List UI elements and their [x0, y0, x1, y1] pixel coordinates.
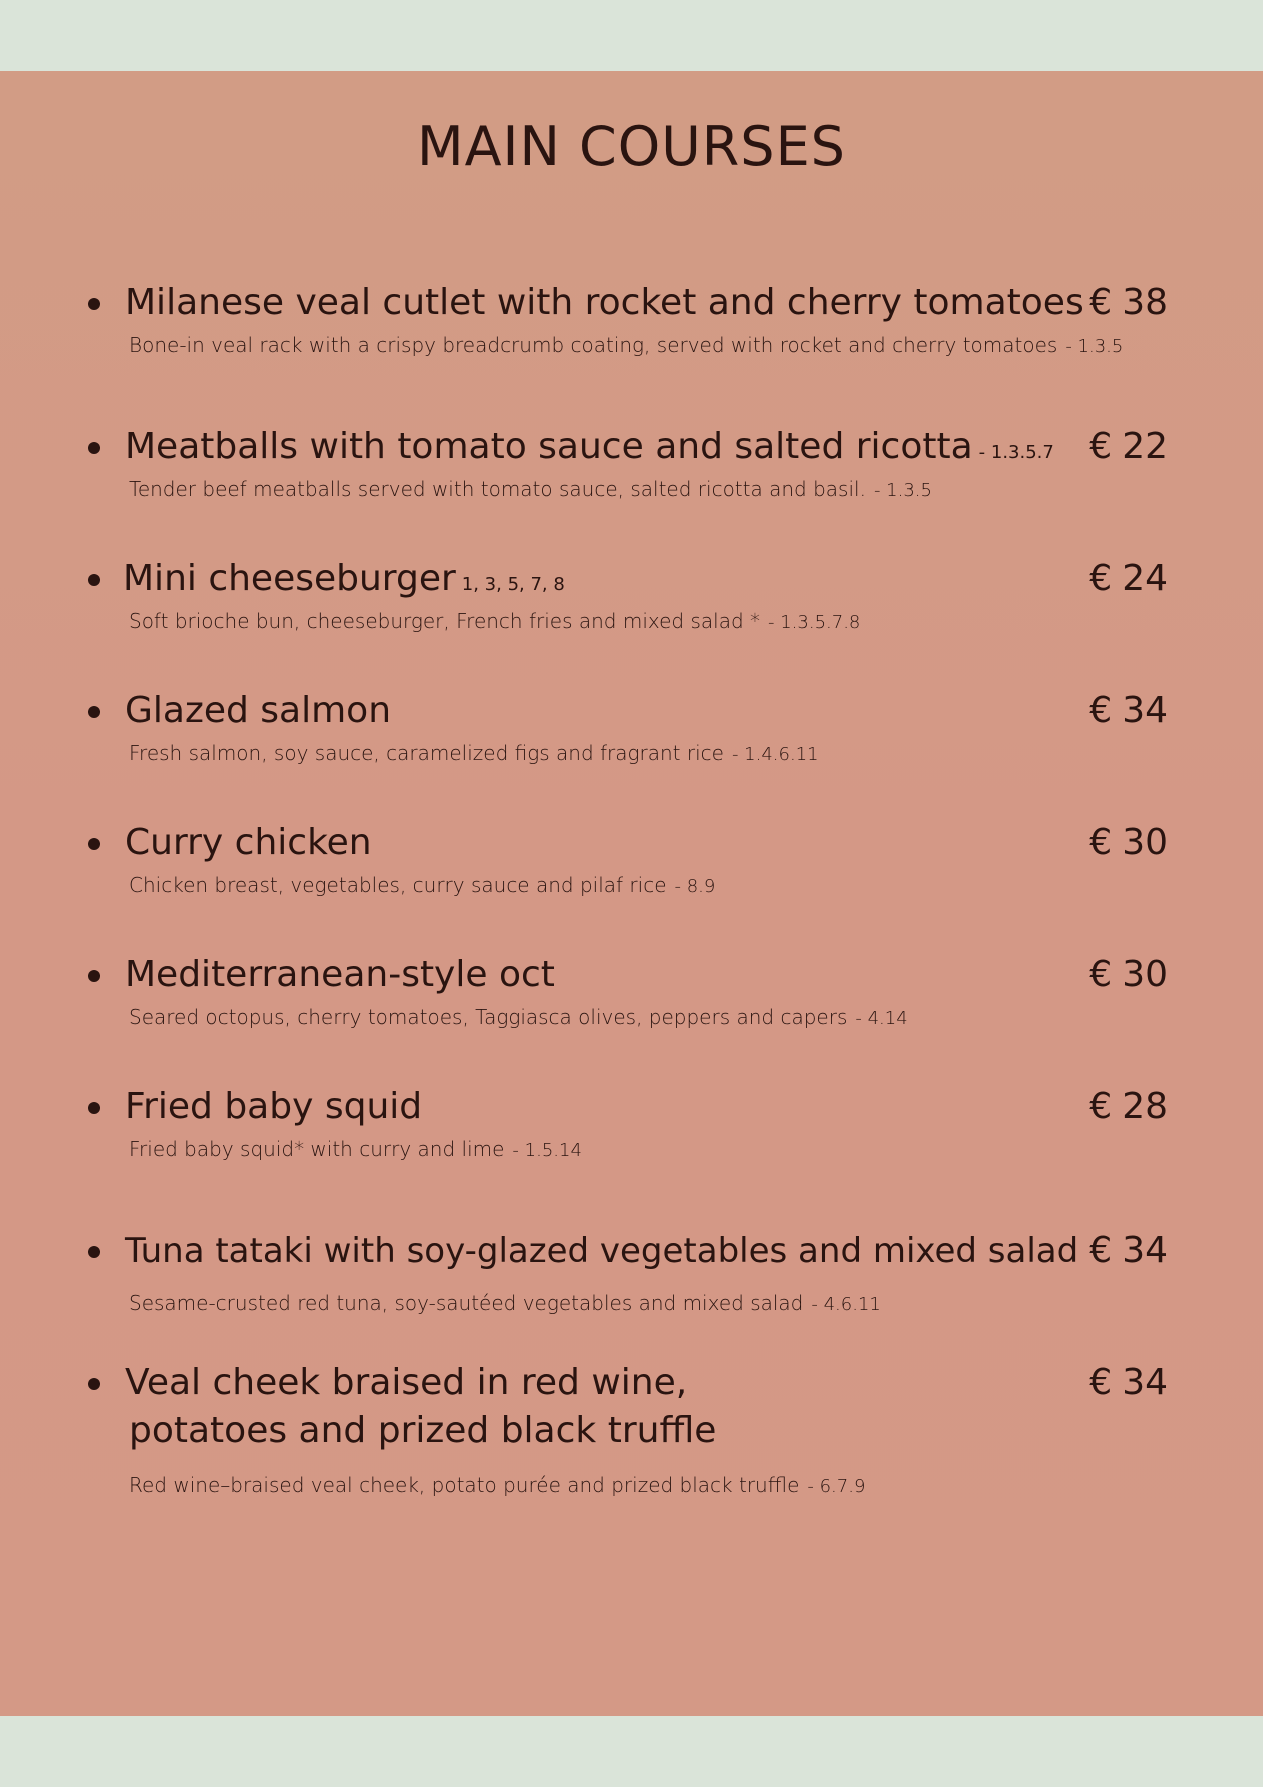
description-allergens: - 6.7.9 [807, 1476, 866, 1497]
menu-item-name-line2: potatoes and prized black truffle [129, 1410, 717, 1451]
currency-symbol: € [1089, 426, 1113, 467]
description-text: Seared octopus, cherry tomatoes, Taggiasca olives, peppers and capers [129, 1005, 848, 1029]
menu-panel [0, 71, 1263, 1716]
price-value: 30 [1122, 954, 1168, 995]
menu-item-name [125, 279, 1090, 333]
dish-name: Mediterranean-style oct [125, 954, 555, 995]
menu-item-description [129, 1289, 881, 1319]
description-allergens: - 4.6.11 [811, 1294, 881, 1315]
dish-name: Mini cheeseburger [123, 558, 456, 599]
menu-item-price [1089, 951, 1168, 999]
dish-name: Fried baby squid [125, 1086, 423, 1127]
menu-item-price [1089, 423, 1168, 471]
menu-item [88, 819, 1168, 897]
menu-item-price [1089, 555, 1168, 603]
description-text: Tender beef meatballs served with tomato sauce, salted ricotta and basil. [129, 477, 866, 501]
currency-symbol: € [1089, 690, 1113, 731]
menu-item-header [88, 951, 1168, 999]
dish-name: Glazed salmon [125, 690, 392, 731]
menu-item-header [88, 423, 1168, 471]
menu-item-name [125, 1359, 693, 1413]
dish-name: Curry chicken [125, 822, 372, 863]
currency-symbol: € [1089, 282, 1113, 323]
dish-allergens: - 1.3.5.7 [978, 442, 1054, 463]
menu-item-description [129, 475, 932, 505]
menu-item [88, 279, 1168, 357]
menu-item-name [125, 423, 1054, 477]
bullet-icon [88, 1378, 100, 1390]
price-value: 34 [1122, 1230, 1168, 1271]
menu-item [88, 1227, 1168, 1315]
menu-item-description [129, 1003, 908, 1033]
description-text: Fresh salmon, soy sauce, caramelized figs and fragrant rice [129, 741, 724, 765]
bullet-icon [88, 1102, 100, 1114]
menu-item-price [1089, 819, 1168, 867]
bullet-icon [88, 1246, 100, 1258]
description-text: Red wine–braised veal cheek, potato purée and prized black truffle [129, 1473, 800, 1497]
description-text: Sesame-crusted red tuna, soy-sautéed vegetables and mixed salad [129, 1291, 804, 1315]
dish-name: Tuna tataki with soy-glazed vegetables and mixed salad [125, 1231, 1079, 1271]
currency-symbol: € [1089, 1230, 1113, 1271]
menu-item-price [1089, 1083, 1168, 1131]
description-allergens: - 8.9 [674, 876, 716, 897]
menu-item [88, 423, 1168, 501]
menu-item-header [88, 819, 1168, 867]
menu-item-description [129, 607, 860, 637]
menu-item-header [88, 279, 1168, 327]
bullet-icon [88, 838, 100, 850]
description-allergens: - 1.5.14 [512, 1140, 582, 1161]
dish-name: Meatballs with tomato sauce and salted ricotta [125, 426, 973, 467]
price-value: 22 [1122, 426, 1168, 467]
menu-item-price [1089, 1359, 1168, 1407]
price-value: 30 [1122, 822, 1168, 863]
menu-item-header [88, 1083, 1168, 1131]
menu-item-name [125, 951, 561, 1005]
description-text: Chicken breast, vegetables, curry sauce and pilaf rice [129, 873, 667, 897]
price-value: 34 [1122, 1362, 1168, 1403]
price-value: 24 [1122, 558, 1168, 599]
dish-name: Veal cheek braised in red wine, [125, 1362, 688, 1403]
menu-item-description [129, 1471, 865, 1501]
dish-name: Milanese veal cutlet with rocket and cherry tomatoes [125, 282, 1084, 323]
menu-item-description [129, 331, 1123, 361]
description-allergens: - 1.4.6.11 [731, 744, 819, 765]
menu-item-name [125, 819, 378, 873]
description-allergens: - 1.3.5.7.8 [768, 612, 861, 633]
currency-symbol: € [1089, 954, 1113, 995]
description-allergens: - 1.3.5 [873, 480, 932, 501]
menu-item-header [88, 555, 1168, 603]
menu-item [88, 555, 1168, 633]
description-text: Bone-in veal rack with a crispy breadcrumb coating, served with rocket and cherry tomatoes [129, 333, 1058, 357]
menu-item-name [125, 1227, 1084, 1281]
bullet-icon [88, 970, 100, 982]
bullet-icon [88, 298, 100, 310]
bullet-icon [88, 574, 100, 586]
menu-item-description [129, 1135, 582, 1165]
menu-item-header [88, 687, 1168, 735]
currency-symbol: € [1089, 1362, 1113, 1403]
menu-item-header [88, 1227, 1168, 1275]
description-text: Soft brioche bun, cheeseburger, French fries and mixed salad * [129, 609, 761, 633]
menu-item [88, 1083, 1168, 1161]
menu-item [88, 1359, 1168, 1497]
menu-item [88, 951, 1168, 1029]
menu-item-description [129, 739, 819, 769]
menu-item-price [1089, 1227, 1168, 1275]
menu-item-price [1089, 687, 1168, 735]
currency-symbol: € [1089, 1086, 1113, 1127]
currency-symbol: € [1089, 822, 1113, 863]
price-value: 34 [1122, 690, 1168, 731]
menu-item-price [1089, 279, 1168, 327]
menu-item-name [123, 555, 565, 609]
price-value: 38 [1122, 282, 1168, 323]
menu-title: MAIN COURSES [417, 115, 846, 178]
description-allergens: - 4.14 [855, 1008, 908, 1029]
price-value: 28 [1122, 1086, 1168, 1127]
menu-item-header [88, 1359, 1168, 1451]
bullet-icon [88, 706, 100, 718]
menu-item-name [125, 687, 397, 741]
description-text: Fried baby squid* with curry and lime [129, 1137, 505, 1161]
currency-symbol: € [1089, 558, 1113, 599]
menu-item-name [125, 1083, 428, 1137]
bullet-icon [88, 442, 100, 454]
menu-item-description [129, 871, 715, 901]
dish-allergens: 1, 3, 5, 7, 8 [461, 574, 565, 595]
description-allergens: - 1.3.5 [1065, 336, 1124, 357]
menu-item [88, 687, 1168, 765]
